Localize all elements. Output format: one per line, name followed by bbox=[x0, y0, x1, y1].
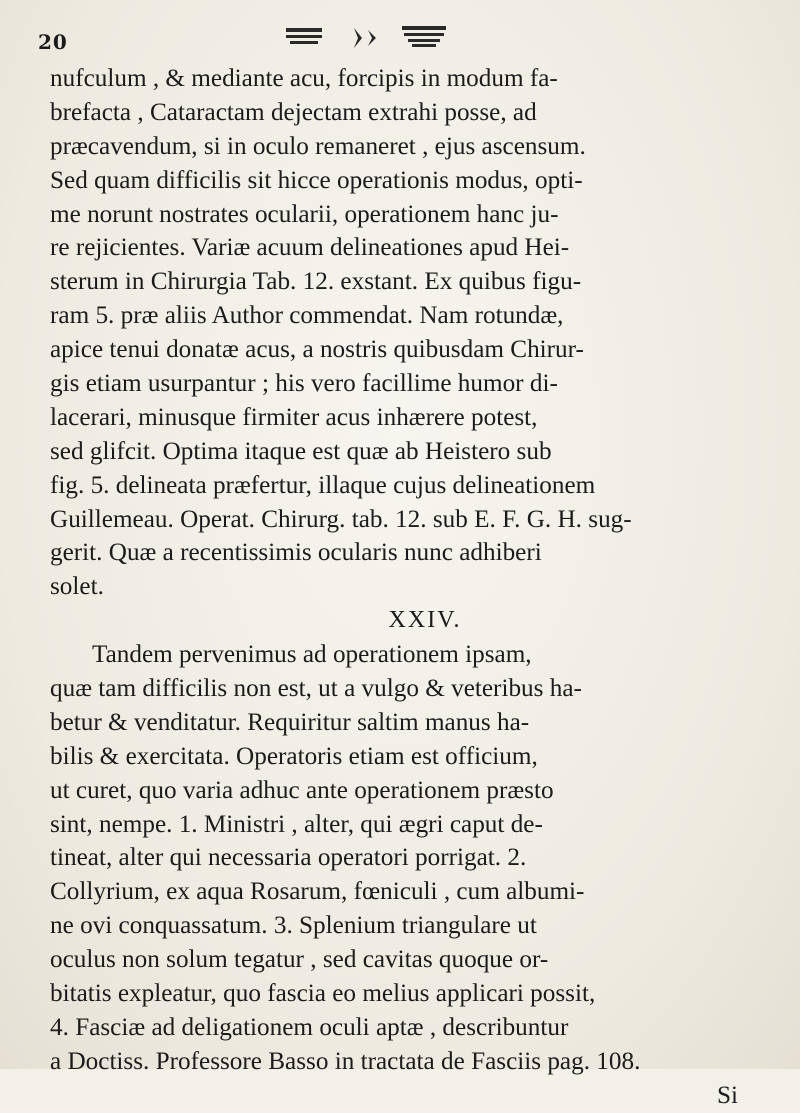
text-line: ram 5. præ aliis Author commendat. Nam rotundæ, bbox=[50, 302, 564, 330]
page-number: 20 bbox=[38, 30, 68, 54]
text-line: brefacta , Cataractam dejectam extrahi posse, ad bbox=[50, 98, 537, 126]
text-line: lacerari, minusque firmiter acus inhærere potest, bbox=[50, 403, 538, 431]
text-line: Tandem pervenimus ad operationem ipsam, bbox=[92, 641, 532, 669]
text-line: apice tenui donatæ acus, a nostris quibusdam Chirur- bbox=[50, 336, 584, 364]
text-line: Collyrium, ex aqua Rosarum, fœniculi , cum albumi- bbox=[50, 878, 585, 906]
text-line: ut curet, quo varia adhuc ante operationem præsto bbox=[50, 776, 554, 804]
catchword: Si bbox=[716, 1081, 738, 1109]
text-line: gerit. Quæ a recentissimis ocularis nunc adhiberi bbox=[50, 539, 542, 567]
text-line: Sed quam difficilis sit hicce operationis modus, opti- bbox=[50, 166, 583, 194]
text-line: me norunt nostrates ocularii, operationem hanc ju- bbox=[50, 200, 559, 228]
text-line: re rejicientes. Variæ acuum delineationes apud Hei- bbox=[50, 234, 570, 262]
body-text bbox=[50, 62, 760, 1113]
text-line: a Doctiss. Professore Basso in tractata de Fasciis pag. 108. bbox=[50, 1047, 641, 1075]
text-line: sterum in Chirurgia Tab. 12. exstant. Ex quibus figu- bbox=[50, 268, 582, 296]
text-line: betur & venditatur. Requiritur saltim manus ha- bbox=[50, 708, 530, 736]
text-line: Guillemeau. Operat. Chirurg. tab. 12. sub E. F. G. H. sug- bbox=[50, 505, 632, 533]
text-line: præcavendum, si in oculo remaneret , ejus ascensum. bbox=[50, 132, 586, 160]
text-line: bilis & exercitata. Operatoris etiam est officium, bbox=[50, 742, 538, 770]
text-line: 4. Fasciæ ad deligationem oculi aptæ , describuntur bbox=[50, 1013, 569, 1041]
text-line: oculus non solum tegatur , sed cavitas quoque or- bbox=[50, 946, 549, 974]
section-heading: XXIV. bbox=[388, 607, 462, 634]
text-line: quæ tam difficilis non est, ut a vulgo & veteribus ha- bbox=[50, 675, 582, 703]
text-line: fig. 5. delineata præfertur, illaque cujus delineationem bbox=[50, 471, 596, 499]
text-line: solet. bbox=[50, 573, 104, 601]
text-line: ne ovi conquassatum. 3. Splenium triangulare ut bbox=[50, 912, 537, 940]
ornament-icon bbox=[282, 22, 482, 52]
text-line: sed glifcit. Optima itaque est quæ ab Heistero sub bbox=[50, 437, 552, 465]
text-line: sint, nempe. 1. Ministri , alter, qui ægri caput de- bbox=[50, 810, 543, 838]
text-line: bitatis expleatur, quo fascia eo melius applicari possit, bbox=[50, 980, 596, 1008]
text-line: nufculum , & mediante acu, forcipis in modum fa- bbox=[50, 65, 558, 92]
text-line: tineat, alter qui necessaria operatori porrigat. 2. bbox=[50, 844, 527, 872]
text-line: gis etiam usurpantur ; his vero facillime humor di- bbox=[50, 370, 558, 398]
